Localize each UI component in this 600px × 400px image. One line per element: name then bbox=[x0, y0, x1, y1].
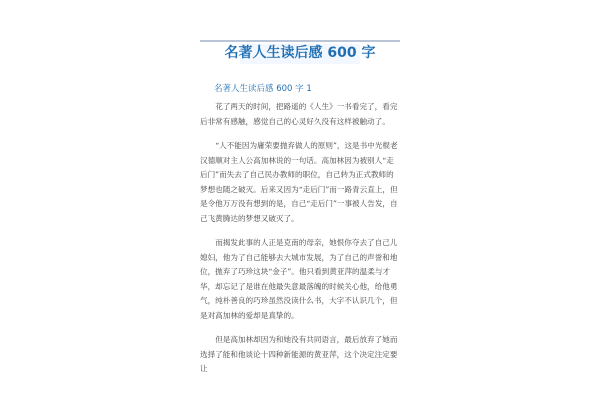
paragraph-1: 花了两天的时间，把路遥的《人生》一书看完了，看完后非常有感触，感觉自己的心灵好久没有这样被触动了。 bbox=[200, 102, 398, 126]
document-body bbox=[200, 100, 400, 387]
section-heading: 名著人生读后感 600 字 1 bbox=[214, 84, 312, 94]
paragraph-4: 但是高加林却因为和她没有共同语言，最后放弃了她而选择了能和他谈论十四种新能源的黄亚萍，这个决定注定要让 bbox=[200, 335, 398, 373]
paragraph-2: “人不能因为庸荣要抛弃做人的原则”，这是书中光棍老汉德顺对主人公高加林说的一句话。高加林因为被别人“走后门”而失去了自己民办教师的职位，自己转为正式教师的梦想也随之破灭。后来又因为“走后门”而一路青云直上，但是令他万万没有想到的是，自己“走后门”一事被人告发，自己飞黄腾达的梦想又破灭了。 bbox=[200, 141, 398, 223]
paragraph-3: 而揭发此事的人正是克南的母亲，她恨你夺去了自己儿媳妇，他为了自己能够去大城市发展，为了自己的声誉和地位，抛弃了巧珍这块“金子”。他只看到黄亚萍的温柔与才华，却忘记了是谁在他最失意最落魄的时候关心他，给他勇气，纯朴善良的巧珍虽然没读什么书，大字不认识几个，但是对高加林的爱却是真挚的。 bbox=[200, 238, 398, 320]
title-block bbox=[200, 40, 400, 64]
document-title: 名著人生读后感 600 字 bbox=[224, 45, 376, 61]
